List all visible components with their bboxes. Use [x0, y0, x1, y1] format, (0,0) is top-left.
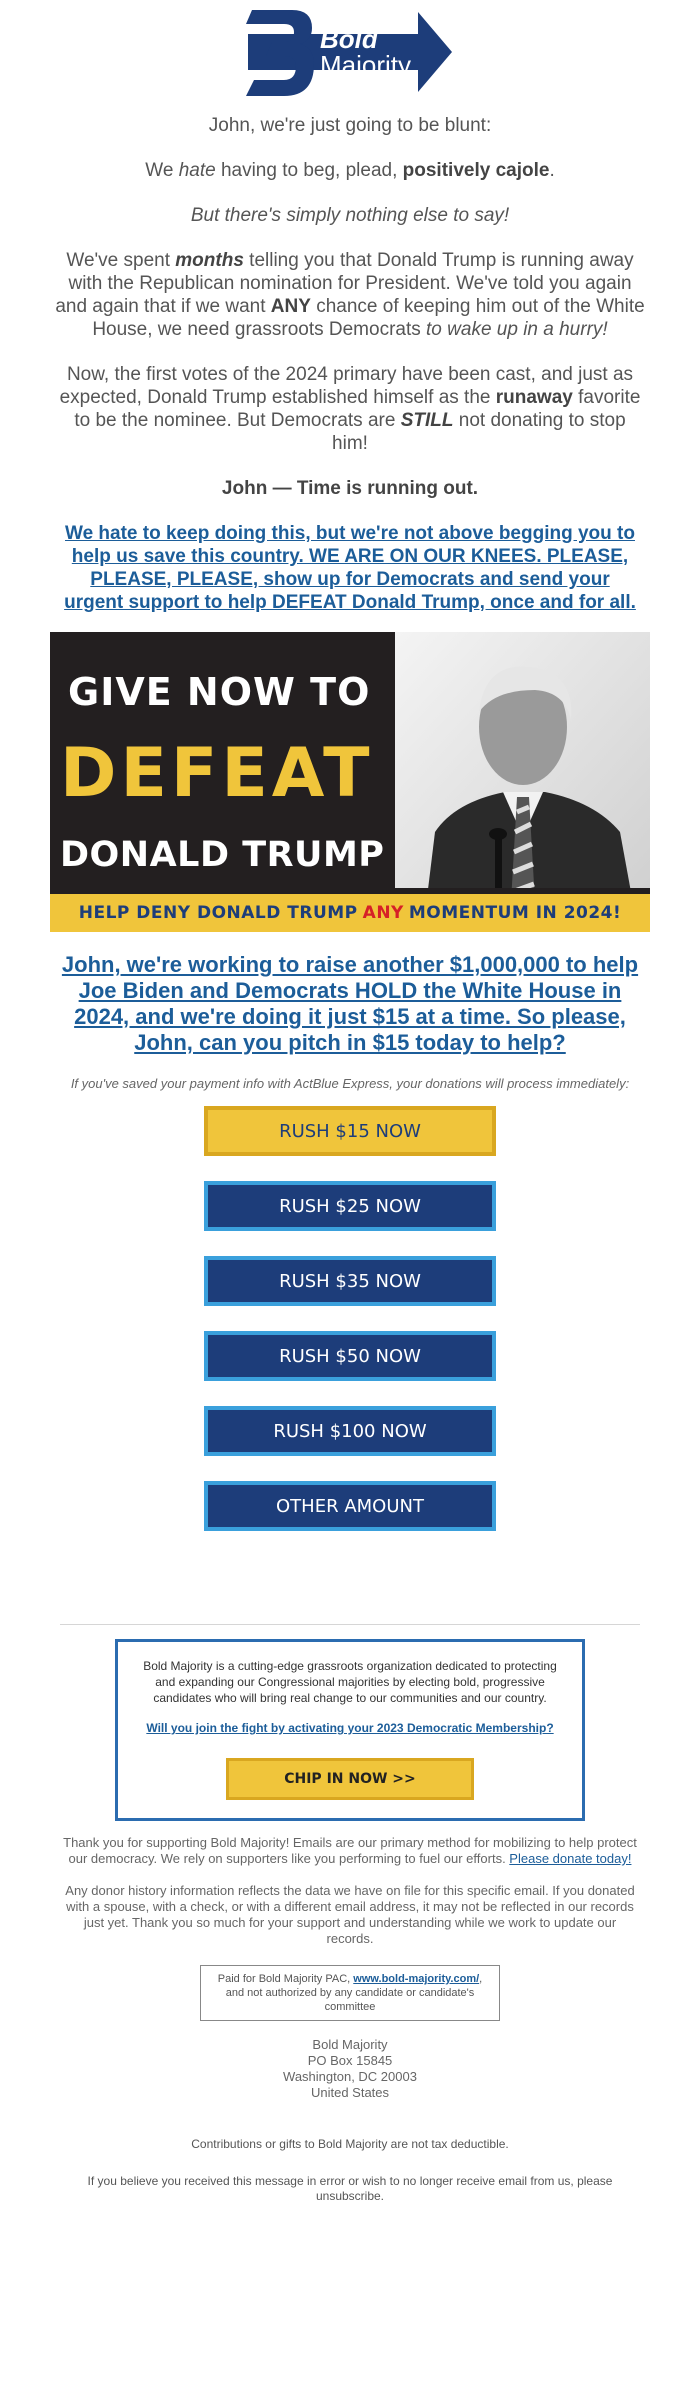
greeting: John, we're just going to be blunt: — [208, 115, 492, 136]
donor-history-paragraph: Any donor history information reflects the data we have on file for this specific email. If you donated with a spouse, with a check, or with a different email address, it may not be reflected in our records just yet. Thank you so much for your support and understanding while we work to update our records. — [65, 1883, 635, 1946]
nothing-else-line: But there's simply nothing else to say! — [190, 205, 510, 226]
donate-button-2[interactable]: RUSH $35 NOW — [204, 1256, 496, 1306]
logo-bold-text: Bold — [320, 24, 378, 54]
donation-buttons — [0, 1106, 700, 1556]
thanks-paragraph: Thank you for supporting Bold Majority! Emails are our primary method for mobilizing to help protect our democracy. We rely on supporters like you performing to fuel our efforts. Please donate today! — [63, 1835, 637, 1866]
hero-line-give-now: GIVE NOW TO — [68, 670, 371, 714]
hero-line-donald-trump: DONALD TRUMP — [60, 835, 385, 875]
trump-photo — [395, 632, 650, 914]
logo-arrow-icon — [240, 4, 460, 100]
membership-description: Bold Majority is a cutting-edge grassroots organization dedicated to protecting and expanding our Congressional majorities by electing bold, progressive candidates who will bring real change to our communities and our country. — [143, 1659, 557, 1705]
actblue-express-note: If you've saved your payment info with ActBlue Express, your donations will process immediately: — [70, 1076, 630, 1091]
membership-link[interactable]: Will you join the fight by activating your 2023 Democratic Membership? — [146, 1721, 554, 1735]
hero-momentum-bar: HELP DENY DONALD TRUMP ANY MOMENTUM IN 2024! — [50, 888, 650, 932]
donate-button-5[interactable]: OTHER AMOUNT — [204, 1481, 496, 1531]
votes-paragraph: Now, the first votes of the 2024 primary have been cast, and just as expected, Donald Trump established himself as the runaway favorite to be the nominee. But Democrats are STILL not donating to stop him! — [59, 364, 641, 454]
donation-ask-link[interactable]: John, we're working to raise another $1,000,000 to help Joe Biden and Democrats HOLD the White House in 2024, and we're doing it just $15 at a time. So please, John, can you pitch in $15 today to help? — [61, 952, 639, 1055]
hero-line-defeat: DEFEAT — [60, 734, 374, 813]
begging-cta-link[interactable]: We hate to keep doing this, but we're not above begging you to help us save this country. WE ARE ON OUR KNEES. PLEASE, PLEASE, PLEASE, show up for Democrats and send your urgent support to help DEFEAT Donald Trump, once and for all. — [64, 523, 636, 613]
bold-majority-logo[interactable] — [0, 0, 700, 104]
paid-for-box: Paid for Bold Majority PAC, www.bold-majority.com/, and not authorized by any candidate or candidate's committee — [200, 1965, 500, 2021]
unsubscribe-note[interactable]: If you believe you received this message in error or wish to no longer receive email from us, please unsubscribe. — [87, 2174, 613, 2203]
website-link[interactable]: www.bold-majority.com/ — [353, 1973, 480, 1985]
divider — [60, 1624, 640, 1625]
donate-button-3[interactable]: RUSH $50 NOW — [204, 1331, 496, 1381]
donate-button-4[interactable]: RUSH $100 NOW — [204, 1406, 496, 1456]
logo-majority-text: Majority — [320, 50, 412, 80]
months-paragraph: We've spent months telling you that Donald Trump is running away with the Republican nomination for President. We've told you again and again that if we want ANY chance of keeping him out of the White House, we need grassroots Democrats to wake up in a hurry! — [55, 250, 645, 340]
tax-note: Contributions or gifts to Bold Majority are not tax deductible. — [191, 2137, 509, 2151]
mailing-address: Bold Majority PO Box 15845 Washington, DC 20003 United States — [283, 2037, 417, 2100]
membership-box — [115, 1639, 585, 1821]
donate-button-0[interactable]: RUSH $15 NOW — [204, 1106, 496, 1156]
donate-today-link[interactable]: Please donate today! — [509, 1851, 632, 1866]
donate-button-1[interactable]: RUSH $25 NOW — [204, 1181, 496, 1231]
chip-in-button[interactable]: CHIP IN NOW >> — [226, 1758, 474, 1800]
hate-paragraph: We hate having to beg, plead, positively cajole. — [145, 160, 555, 181]
time-running-out: John — Time is running out. — [221, 478, 479, 499]
defeat-trump-banner[interactable] — [50, 632, 650, 932]
